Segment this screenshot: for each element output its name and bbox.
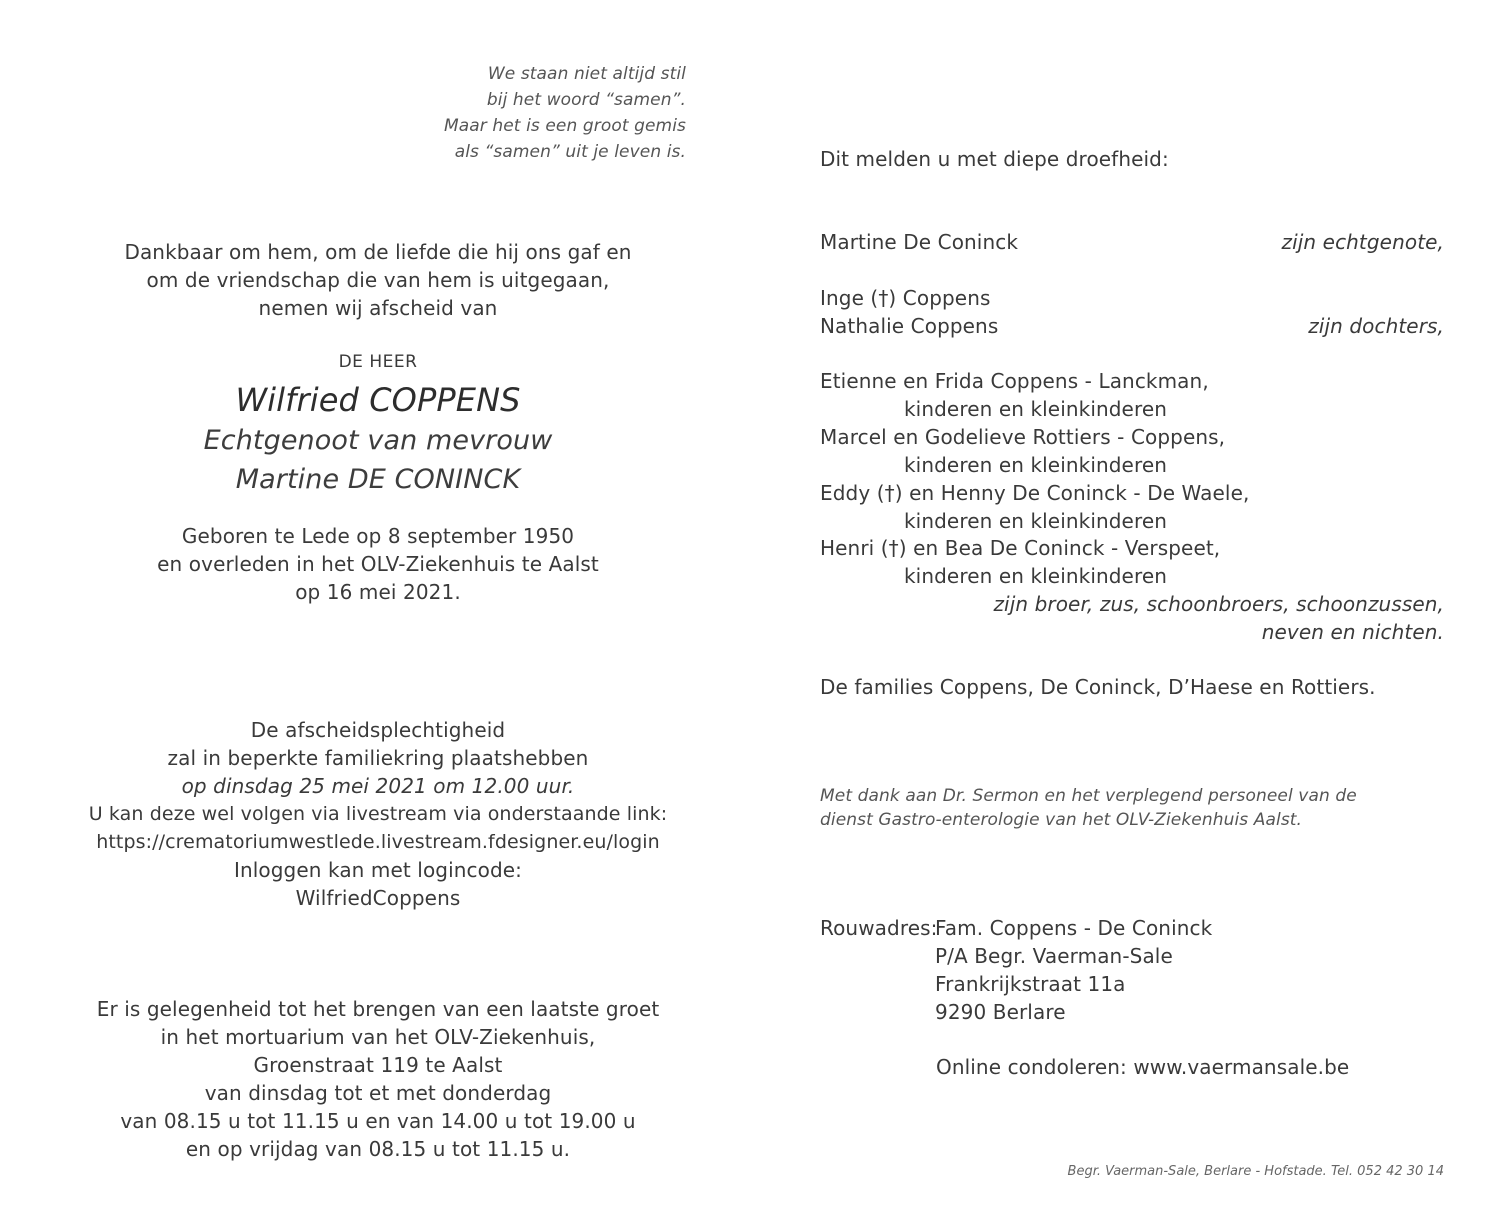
footer-credit: Begr. Vaerman-Sale, Berlare - Hofstade. Tel. 052 42 30 14 xyxy=(1067,1164,1444,1179)
siblings-role: neven en nichten. xyxy=(1261,620,1444,644)
date-line: op 16 mei 2021. xyxy=(295,580,461,604)
intro-line: om de vriendschap die van hem is uitgegaan, xyxy=(146,268,610,292)
daughter-name: Nathalie Coppens xyxy=(820,314,999,338)
deceased-name: Wilfried COPPENS xyxy=(235,381,521,419)
spouse-line: Echtgenoot van mevrouw xyxy=(203,425,553,456)
ceremony-line: Inloggen kan met logincode: xyxy=(234,858,522,882)
visitation-line: van 08.15 u tot 11.15 u en van 14.00 u tot 19.00 u xyxy=(120,1109,636,1133)
spouse-role: zijn echtgenote, xyxy=(1281,230,1444,254)
announcement-heading: Dit melden u met diepe droefheid: xyxy=(820,147,1169,171)
date-line: Geboren te Lede op 8 september 1950 xyxy=(181,524,575,548)
intro-line: Dankbaar om hem, om de liefde die hij ons gaf en xyxy=(124,240,632,264)
address-line: Frankrijkstraat 11a xyxy=(935,972,1126,996)
daughters-role: zijn dochters, xyxy=(1308,314,1444,338)
sibling-sub: kinderen en kleinkinderen xyxy=(904,564,1168,588)
deceased-title: DE HEER xyxy=(338,352,418,372)
ceremony-line: De afscheidsplechtigheid xyxy=(250,718,506,742)
sibling-name: Henri (†) en Bea De Coninck - Verspeet, xyxy=(820,536,1221,560)
visitation-line: in het mortuarium van het OLV-Ziekenhuis, xyxy=(160,1025,596,1049)
spouse-name: Martine De Coninck xyxy=(820,230,1019,254)
poem-line: We staan niet altijd stil xyxy=(487,64,686,84)
sibling-sub: kinderen en kleinkinderen xyxy=(904,397,1168,421)
thanks-line: Met dank aan Dr. Sermon en het verplegend personeel van de xyxy=(820,786,1357,806)
address-line: Fam. Coppens - De Coninck xyxy=(935,916,1213,940)
visitation-line: Groenstraat 119 te Aalst xyxy=(253,1053,503,1077)
livestream-link[interactable]: https://crematoriumwestlede.livestream.fdesigner.eu/login xyxy=(96,831,660,853)
online-condolence[interactable]: Online condoleren: www.vaermansale.be xyxy=(936,1055,1350,1079)
date-line: en overleden in het OLV-Ziekenhuis te Aalst xyxy=(157,552,599,576)
visitation-line: van dinsdag tot et met donderdag xyxy=(204,1081,552,1105)
poem-line: als “samen” uit je leven is. xyxy=(454,142,686,162)
sibling-name: Marcel en Godelieve Rottiers - Coppens, xyxy=(820,425,1226,449)
login-code: WilfriedCoppens xyxy=(295,886,461,910)
sibling-name: Eddy (†) en Henny De Coninck - De Waele, xyxy=(820,481,1250,505)
address-line: P/A Begr. Vaerman-Sale xyxy=(935,944,1173,968)
spouse-line: Martine DE CONINCK xyxy=(235,464,521,495)
visitation-line: Er is gelegenheid tot het brengen van een laatste groet xyxy=(96,997,660,1021)
sibling-sub: kinderen en kleinkinderen xyxy=(904,509,1168,533)
poem-line: bij het woord “samen”. xyxy=(486,90,686,110)
address-label: Rouwadres: xyxy=(820,916,938,940)
siblings-role: zijn broer, zus, schoonbroers, schoonzussen, xyxy=(993,592,1444,616)
address-line: 9290 Berlare xyxy=(935,1000,1066,1024)
thanks-line: dienst Gastro-enterologie van het OLV-Ziekenhuis Aalst. xyxy=(820,810,1303,830)
visitation-line: en op vrijdag van 08.15 u tot 11.15 u. xyxy=(185,1137,571,1161)
sibling-sub: kinderen en kleinkinderen xyxy=(904,453,1168,477)
sibling-name: Etienne en Frida Coppens - Lanckman, xyxy=(820,369,1209,393)
daughter-name: Inge (†) Coppens xyxy=(820,286,991,310)
families-line: De families Coppens, De Coninck, D’Haese en Rottiers. xyxy=(820,675,1376,699)
ceremony-line: zal in beperkte familiekring plaatshebben xyxy=(167,746,589,770)
intro-line: nemen wij afscheid van xyxy=(258,296,498,320)
ceremony-date: op dinsdag 25 mei 2021 om 12.00 uur. xyxy=(181,774,575,798)
ceremony-line: U kan deze wel volgen via livestream via onderstaande link: xyxy=(88,803,668,825)
poem-line: Maar het is een groot gemis xyxy=(443,116,686,136)
